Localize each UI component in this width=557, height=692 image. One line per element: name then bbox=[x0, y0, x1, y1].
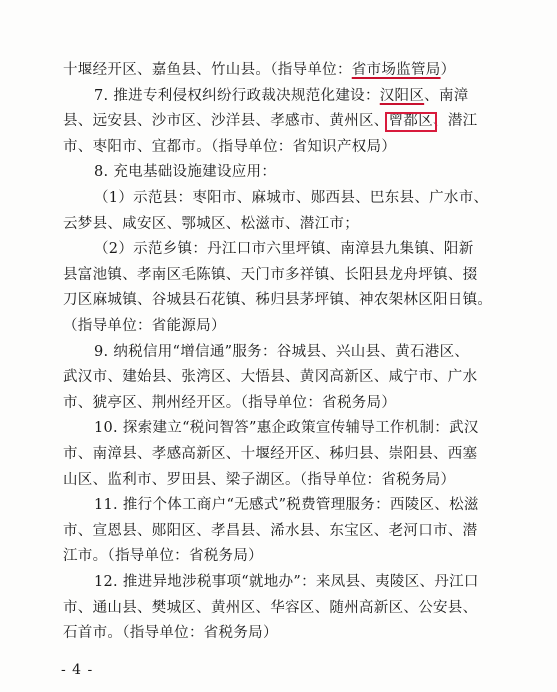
text-segment: 市、宣恩县、郧阳区、孝昌县、浠水县、东宝区、老河口市、潜 bbox=[63, 522, 478, 539]
text-segment: 石首市。（指导单位：省税务局） bbox=[63, 625, 278, 642]
text-segment: 江市。（指导单位：省税务局） bbox=[63, 548, 263, 565]
text-segment: 市、通山县、樊城区、黄州区、华容区、随州高新区、公安县、 bbox=[63, 599, 478, 616]
underlined-agency: 省市场监管局 bbox=[351, 62, 441, 78]
text-line bbox=[0, 186, 557, 212]
text-segment: 9. 纳税信用“增信通”服务：谷城县、兴山县、黄石港区、 bbox=[94, 343, 470, 360]
page-number: - 4 - bbox=[61, 662, 94, 678]
text-segment: 十堰经开区、嘉鱼县、竹山县。（指导单位： bbox=[63, 62, 352, 78]
text-segment: 县富池镇、孝南区毛陈镇、天门市多祥镇、长阳县龙舟坪镇、掇 bbox=[63, 266, 478, 283]
text-segment: 市、枣阳市、宜都市。（指导单位：省知识产权局） bbox=[63, 138, 397, 155]
text-line bbox=[0, 621, 557, 647]
item-heading bbox=[0, 160, 557, 186]
text-segment: 刀区麻城镇、谷城县石花镇、秭归县茅坪镇、神农架林区阳日镇。 bbox=[63, 292, 493, 309]
text-segment: ） bbox=[440, 62, 456, 78]
text-segment: （1）示范县：枣阳市、麻城市、郧西县、巴东县、广水市、 bbox=[94, 190, 489, 206]
text-line bbox=[0, 544, 557, 570]
text-line bbox=[0, 109, 557, 135]
text-line bbox=[0, 314, 557, 340]
item-heading bbox=[0, 493, 557, 519]
text-segment: 市、猇亭区、荆州经开区。（指导单位：省税务局） bbox=[63, 394, 397, 411]
text-line bbox=[0, 212, 557, 238]
text-line bbox=[0, 288, 557, 314]
text-line bbox=[0, 237, 557, 263]
text-line bbox=[0, 442, 557, 468]
item-heading: 7. 推进专利侵权纠纷行政裁决规范化建设： bbox=[94, 87, 380, 104]
text-segment: 8. 充电基础设施建设应用： bbox=[94, 164, 277, 181]
text-segment: 云梦县、咸安区、鄂城区、松滋市、潜江市； bbox=[63, 215, 359, 232]
text-segment: （2）示范乡镇：丹江口市六里坪镇、南漳县九集镇、阳新 bbox=[94, 241, 474, 258]
text-segment: 县、远安县、沙市区、沙洋县、孝感市、黄州区、 bbox=[63, 113, 389, 130]
text-line bbox=[0, 135, 557, 161]
text-line bbox=[0, 391, 557, 417]
text-segment: （指导单位：省能源局） bbox=[63, 318, 226, 334]
text-segment: 、潜江 bbox=[433, 113, 478, 130]
text-line bbox=[0, 596, 557, 622]
text-line bbox=[0, 468, 557, 494]
item-heading bbox=[0, 416, 557, 442]
text-segment: 11. 推行个体工商户“无感式”税费管理服务：西陵区、松滋 bbox=[94, 497, 479, 514]
text-line bbox=[0, 519, 557, 545]
item-heading bbox=[0, 570, 557, 596]
underlined-district: 汉阳区 bbox=[379, 87, 425, 104]
item-heading bbox=[0, 340, 557, 366]
text-line bbox=[0, 84, 557, 110]
text-segment: 12. 推进异地涉税事项“就地办”：来凤县、夷陵区、丹江口 bbox=[94, 574, 479, 590]
text-segment: 山区、监利市、罗田县、梁子湖区。（指导单位：省税务局） bbox=[63, 471, 456, 488]
text-segment: 、南漳 bbox=[424, 87, 469, 104]
text-line bbox=[0, 365, 557, 391]
text-segment: 武汉市、建始县、张湾区、大悟县、黄冈高新区、咸宁市、广水 bbox=[63, 369, 478, 386]
text-line bbox=[0, 263, 557, 289]
boxed-district: 曾都区 bbox=[388, 113, 434, 130]
text-line bbox=[0, 58, 557, 84]
text-segment: 10. 探索建立“税问智答”惠企政策宣传辅导工作机制：武汉 bbox=[94, 420, 479, 437]
text-segment: 市、南漳县、孝感高新区、十堰经开区、秭归县、崇阳县、西塞 bbox=[63, 446, 478, 462]
